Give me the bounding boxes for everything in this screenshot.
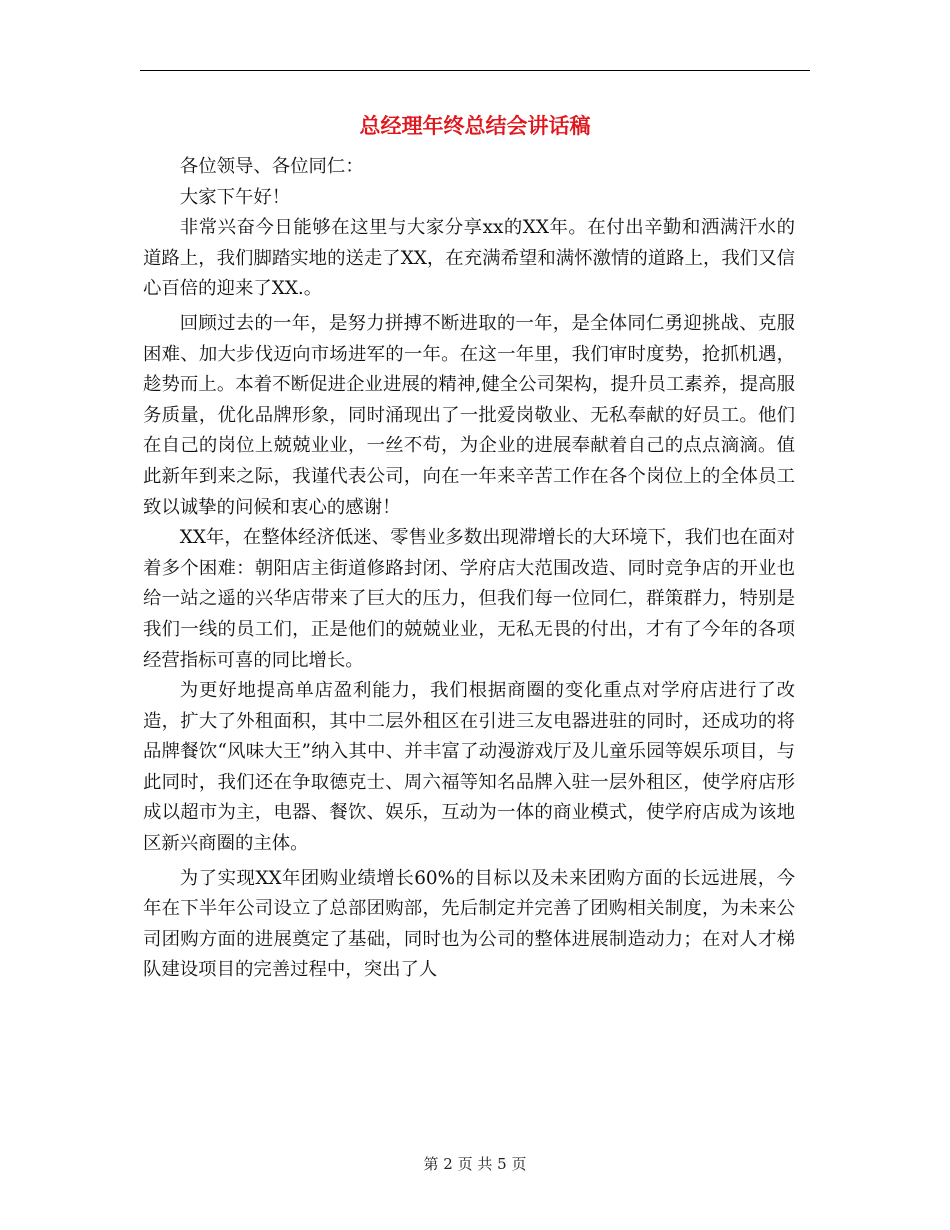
body-paragraph: 回顾过去的一年，是努力拼搏不断进取的一年，是全体同仁勇迎挑战、克服困难、加大步伐迈向市场进军的一年。在这一年里，我们审时度势，抢抓机遇，趁势而上。本着不断促进企业进展的精神,健全公司架构，提升员工素养，提高服务质量，优化品牌形象，同时涌现出了一批爱岗敬业、无私奉献的好员工。他们在自己的岗位上兢兢业业，一丝不苟，为企业的进展奉献着自己的点点滴滴。值此新年到来之际，我谨代表公司，向在一年来辛苦工作在各个岗位上的全体员工致以诚挚的问候和衷心的感谢！ <box>143 312 795 518</box>
body-paragraph: XX年，在整体经济低迷、零售业多数出现滞增长的大环境下，我们也在面对着多个困难：朝阳店主街道修路封闭、学府店大范围改造、同时竞争店的开业也给一站之遥的兴华店带来了巨大的压力，但我们每一位同仁，群策群力，特别是我们一线的员工们，正是他们的兢兢业业，无私无畏的付出，才有了今年的各项经营指标可喜的同比增长。 <box>143 527 795 671</box>
body-paragraph: 为了实现XX年团购业绩增长60%的目标以及未来团购方面的长远进展，今年在下半年公司设立了总部团购部，先后制定并完善了团购相关制度，为未来公司团购方面的进展奠定了基础，同时也为公司的整体进展制造动力；在对人才梯队建设项目的完善过程中，突出了人 <box>143 867 795 981</box>
salutation: 各位领导、各位同仁： <box>179 156 364 177</box>
greeting: 大家下午好！ <box>179 186 291 208</box>
body-paragraph: 为更好地提高单店盈利能力，我们根据商圈的变化重点对学府店进行了改造，扩大了外租面积，其中二层外租区在引进三友电器进驻的同时，还成功的将品牌餐饮“风味大王”纳入其中、并丰富了动漫游戏厅及儿童乐园等娱乐项目，与此同时，我们还在争取德克士、周六福等知名品牌入驻一层外租区，使学府店形成以超市为主，电器、餐饮、娱乐，互动为一体的商业模式，使学府店成为该地区新兴商圈的主体。 <box>143 680 795 855</box>
document-title: 总经理年终总结会讲话稿 <box>359 114 591 138</box>
document-body <box>143 152 795 986</box>
page-number: 第 2 页 共 5 页 <box>423 1155 527 1173</box>
body-paragraph: 非常兴奋今日能够在这里与大家分享xx的XX年。在付出辛勤和洒满汗水的道路上，我们脚踏实地的送走了XX，在充满希望和满怀激情的道路上，我们又信心百倍的迎来了XX.。 <box>143 217 795 300</box>
header-rule <box>140 70 810 71</box>
